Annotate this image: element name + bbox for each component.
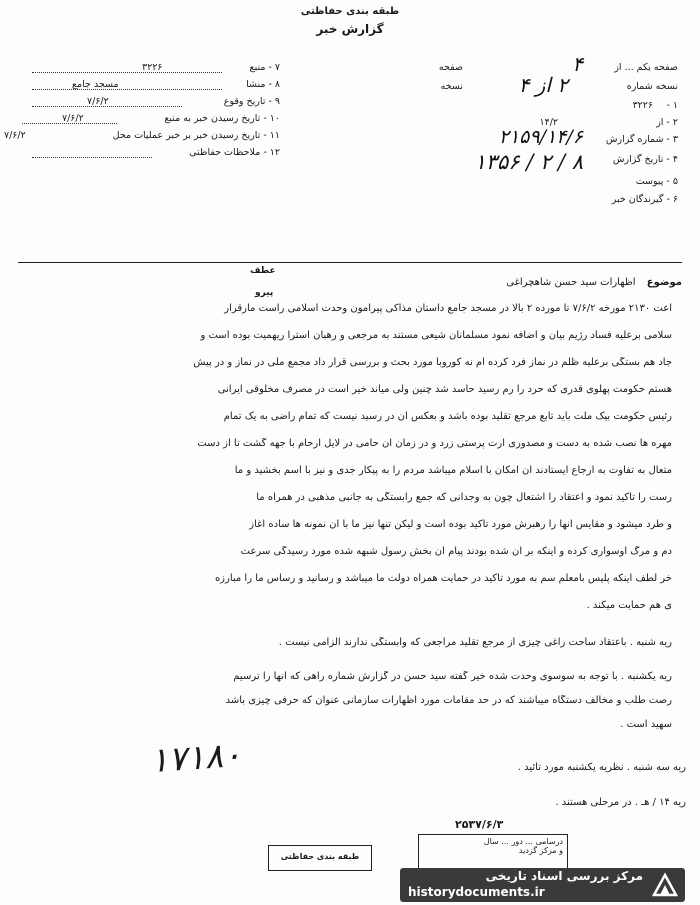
body-line: اعت ۲۱۳۰ مورخه ۷/۶/۲ تا مورده ۲ بالا در مسجد جامع داستان مذاکی پیرامون وحدت اسلامی راست مارقرار	[224, 303, 672, 314]
dotted-line	[32, 81, 222, 90]
classification-stamp: طبقه بندی حفاظتی	[268, 845, 372, 871]
field-source: ۷ - منبع ۳۲۲۶	[12, 62, 280, 79]
body-line: ی هم حمایت میکند .	[586, 600, 672, 611]
field-1: ۱ - ۳۲۲۶	[632, 100, 678, 111]
body-line: متعال به تفاوت به ارجاع ایستادند آن امکان با اسلام میباشد مردم را به پیکار جدی و نیز با اسم بخشید و ما	[234, 465, 672, 476]
body-line: سهید است .	[620, 719, 672, 730]
archive-logo-icon	[650, 871, 680, 899]
field-ops-receipt-date: ۱۱ - تاریخ رسیدن خبر بر خبر عملیات محل ۷/۶/۲	[4, 130, 280, 141]
report-title: گزارش خبر	[316, 22, 384, 36]
field-origin: ۸ - منشا مسجد جامع	[12, 79, 280, 96]
body-line: رئیس حکومت بیک ملت باید تابع مرجع تقلید بوده باشد و بعکس آن در رسید نیست که تمام راضی به یک تمام	[223, 411, 672, 422]
assessment-line: ریه ۱۴ / هـ . در مرحلی هستند .	[555, 797, 686, 808]
body-line: و طرد میشود و مقایس آنها را رهبرش مورد تاکید بوده است و لیکن تنها نیز ما با آن نمونه ها ساده آغاز	[249, 519, 672, 530]
body-line: سلامی برعلیه فساد رژیم بیان و اضافه نمود مسلمانان شیعی مستند به مرجعی و رهبان استرا ریهمیت بوده است و	[200, 330, 672, 341]
body-line: خر لطف اینکه پلیس بامعلم سم به مورد تاکید در حمایت همراه دولت ما میباشد و رسانید و رساس ما را مبارزه	[214, 573, 672, 584]
separator-line	[18, 262, 682, 263]
dotted-line	[32, 64, 222, 73]
field-page: صفحه یکم ... از ۴ صفحه	[438, 52, 678, 76]
subject-row: موضوع اظهارات سید حسن شاهچراغی	[506, 277, 682, 288]
body-line: جاد هم بستگی برعلیه ظلم در نماز فرد کرده ام نه کوروبا مورد بحث و بررسی قرار داد مجمع ملی در نماز و در پیش	[193, 357, 672, 368]
stamp-number: ۲۵۳۷/۶/۳	[455, 818, 504, 831]
field-event-date: ۹ - تاریخ وقوع ۷/۶/۲	[12, 96, 280, 113]
classification-heading: طبقه بندی حفاظتی	[300, 6, 400, 17]
dotted-line	[32, 149, 152, 158]
dotted-line	[22, 115, 117, 124]
body-line: دم و مرگ اوسواری کرده و اینکه بر آن شده بودند پیام آن بخش رسول شبهه شده مورد رسیدگی سرعت	[240, 546, 672, 557]
body-line: مهره ها نصب شده به دست و مصدوری ارت پرستی زرد و در زمان آن حامی در لایل ارحام با جهه گشت تا از دست	[197, 438, 672, 449]
assessment-line: ریه سه شنبه . نظریه یکشنبه مورد تائید .	[517, 762, 686, 773]
left-fields	[4, 62, 280, 164]
body-line: هستم حکومت پهلوی قدری که حرد را رم رسید حاسد شد چنین ولی میاند خیر است در مصرف مخلوقی ایرانی	[217, 384, 672, 395]
dotted-line	[32, 98, 182, 107]
body-line: ریه یکشنبه . با توجه به سوسوی وحدت شده خیر گفته سید حسن در گزارش شماره راهی که آنها را ترسیم	[233, 671, 672, 682]
archive-watermark: مرکز بررسی اسناد تاریخی historydocuments.ir	[400, 868, 685, 902]
body-line: رست را تاکید نمود و اعتقاد را اشتعال چون به وجدانی که جمع رابستگی به جانبی مذهبی در همراه ما	[256, 492, 672, 503]
handwritten-number: ۱۷۱۸۰	[148, 734, 243, 782]
right-fields	[408, 52, 678, 212]
field-attachment: ۵ - پیوست	[635, 176, 678, 187]
body-line: رصت طلب و مخالف دستگاه میباشند که در حد مقامات مورد اظهارات سازمانی عنوان که حرفی چیزی باشد	[225, 695, 672, 706]
reference-note: عطف	[250, 266, 276, 276]
body-line: ریه شنبه . باعتقاد ساحت راغی چیزی از مرجع تقلید مراجعی که وابستگی ندارند الزامی نیست .	[278, 637, 672, 648]
field-report-number: ۳ - شماره گزارش ۲۱۵۹/۱۴/۶	[498, 126, 678, 148]
followup-note: پیرو	[255, 288, 274, 298]
field-report-date: ۴ - تاریخ گزارش ۸ / ۲ / ۱۳۵۶	[474, 150, 678, 174]
field-source-receipt-date: ۱۰ - تاریخ رسیدن خبر به منبع ۷/۶/۲	[12, 113, 280, 130]
field-copy: نسخه شماره ۲ از ۴ نسخه	[440, 73, 678, 97]
field-security-notes: ۱۲ - ملاحظات حفاظتی	[12, 147, 280, 164]
field-2: ۲ - از ۱۴/۲	[539, 117, 678, 128]
field-recipients: ۶ - گیرندگان خبر	[611, 194, 678, 205]
stamp-box: درسامی ... دور ... سال و مرکز گزدید	[418, 834, 568, 872]
